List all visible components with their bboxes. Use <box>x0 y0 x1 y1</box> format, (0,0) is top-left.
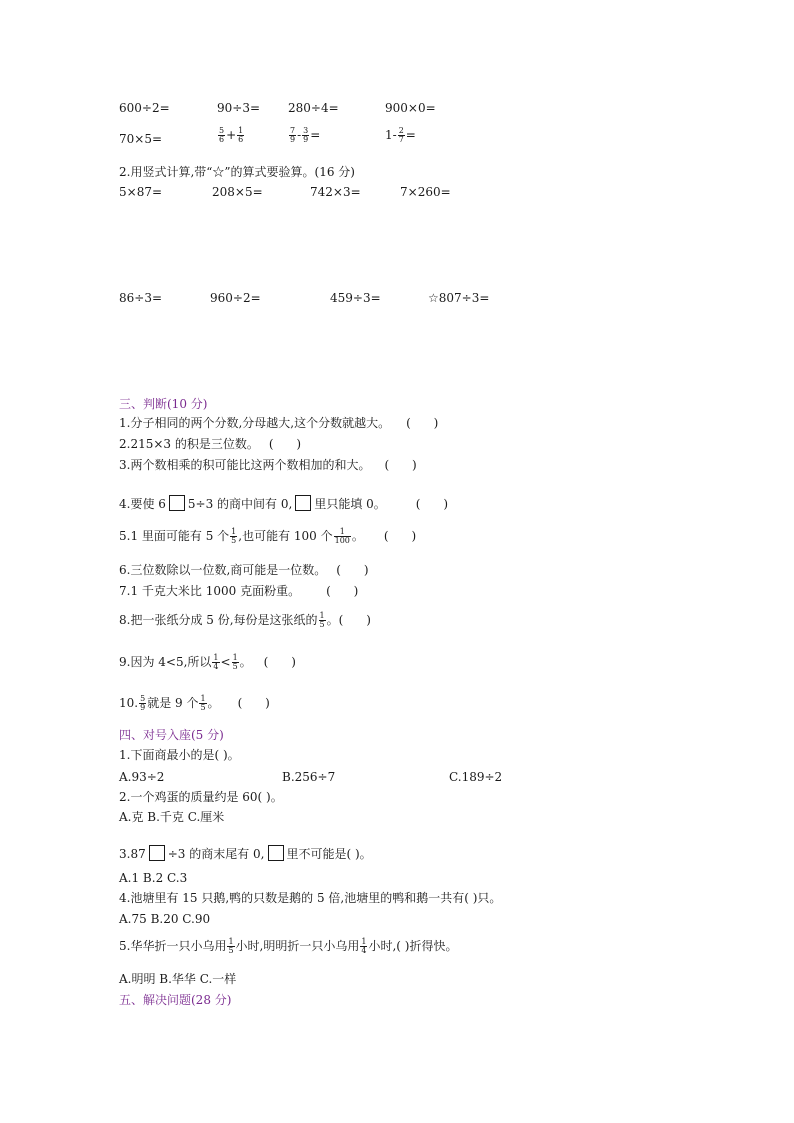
choice-q1-opt-b[interactable]: B.256÷7 <box>282 770 336 784</box>
choice-q3: 3.87 ÷3 的商末尾有 0, 里不可能是( )。 <box>119 847 372 861</box>
judge-q2: 2.215×3 的积是三位数。 ( ) <box>119 437 302 451</box>
fraction: $\frac{7}{9}$ <box>290 126 296 144</box>
written-r2-c4: ☆807÷3= <box>428 291 490 305</box>
section-choice-title: 四、对号入座(5 分) <box>119 728 224 742</box>
oral-r2-c1: 70×5= <box>119 132 163 146</box>
choice-q5: 5.华华折一只小乌用 $\frac{1}{5}$ 小时,明明折一只小乌用 $\frac{1}{4}$ 小时,( )折得快。 <box>119 937 458 955</box>
section-judge-title: 三、判断(10 分) <box>119 397 208 411</box>
blank-box[interactable] <box>149 845 165 861</box>
blank-box[interactable] <box>268 845 284 861</box>
judge-q8: 8.把一张纸分成 5 份,每份是这张纸的 $\frac{1}{5}$ 。( ) <box>119 611 371 629</box>
oral-r2-c3: $\frac{7}{9}$ - $\frac{3}{9}$ = <box>290 126 321 144</box>
judge-q10: 10. $\frac{5}{9}$ 就是 9 个 $\frac{1}{5}$ 。 ( ) <box>119 694 270 712</box>
fraction: $\frac{2}{7}$ <box>398 126 404 144</box>
written-r1-c4: 7×260= <box>400 185 451 199</box>
oral-r1-c3: 280÷4= <box>288 101 339 115</box>
oral-r1-c1: 600÷2= <box>119 101 170 115</box>
choice-q4-options[interactable]: A.75 B.20 C.90 <box>119 912 211 926</box>
written-r2-c1: 86÷3= <box>119 291 163 305</box>
answer-paren[interactable]: ( ) <box>263 655 296 669</box>
judge-q7: 7.1 千克大米比 1000 克面粉重。 ( ) <box>119 584 359 598</box>
answer-paren[interactable]: ( ) <box>268 437 302 451</box>
judge-q6: 6.三位数除以一位数,商可能是一位数。 ( ) <box>119 563 369 577</box>
choice-q3-options[interactable]: A.1 B.2 C.3 <box>119 871 188 885</box>
fraction: $\frac{1}{4}$ <box>361 937 367 955</box>
fraction: $\frac{5}{6}$ <box>219 126 225 144</box>
written-r1-c1: 5×87= <box>119 185 163 199</box>
choice-q2-options[interactable]: A.克 B.千克 C.厘米 <box>119 810 225 824</box>
judge-q4: 4.要使 6 5÷3 的商中间有 0, 里只能填 0。 ( ) <box>119 497 449 511</box>
blank-box[interactable] <box>169 495 185 511</box>
answer-paren[interactable]: ( ) <box>383 529 417 543</box>
fraction: $\frac{3}{9}$ <box>303 126 309 144</box>
answer-paren[interactable]: ( ) <box>336 563 369 577</box>
answer-paren[interactable]: ( ) <box>237 696 270 710</box>
answer-paren[interactable]: ( ) <box>338 613 371 627</box>
fraction: $\frac{5}{9}$ <box>140 694 146 712</box>
written-r1-c3: 742×3= <box>310 185 361 199</box>
choice-q1-opt-c[interactable]: C.189÷2 <box>449 770 503 784</box>
fraction: $\frac{1}{5}$ <box>232 653 238 671</box>
oral-r1-c4: 900×0= <box>385 101 436 115</box>
choice-q2: 2.一个鸡蛋的质量约是 60( )。 <box>119 790 283 804</box>
judge-q3: 3.两个数相乘的积可能比这两个数相加的和大。 ( ) <box>119 458 417 472</box>
section-solve-title: 五、解决问题(28 分) <box>119 993 232 1007</box>
judge-q5: 5.1 里面可能有 5 个 $\frac{1}{5}$ ,也可能有 100 个 $\frac{1}{100}$ 。 ( ) <box>119 527 417 545</box>
oral-r1-c2: 90÷3= <box>217 101 261 115</box>
judge-q1: 1.分子相同的两个分数,分母越大,这个分数就越大。 ( ) <box>119 416 439 430</box>
fraction: $\frac{1}{6}$ <box>238 126 244 144</box>
answer-paren[interactable]: ( ) <box>326 584 359 598</box>
fraction: $\frac{1}{100}$ <box>334 527 350 545</box>
judge-q9: 9.因为 4<5,所以 $\frac{1}{4}$ < $\frac{1}{5}$ 。 ( ) <box>119 653 296 671</box>
choice-q1-opt-a[interactable]: A.93÷2 <box>119 770 165 784</box>
fraction: $\frac{1}{5}$ <box>231 527 237 545</box>
fraction: $\frac{1}{5}$ <box>228 937 234 955</box>
choice-q1: 1.下面商最小的是( )。 <box>119 748 240 762</box>
oral-r2-c4: 1- $\frac{2}{7}$ = <box>385 126 416 144</box>
written-r2-c2: 960÷2= <box>210 291 261 305</box>
fraction: $\frac{1}{5}$ <box>200 694 206 712</box>
written-r1-c2: 208×5= <box>212 185 263 199</box>
answer-paren[interactable]: ( ) <box>415 497 449 511</box>
choice-q5-options[interactable]: A.明明 B.华华 C.一样 <box>119 972 237 986</box>
choice-q4: 4.池塘里有 15 只鹅,鸭的只数是鹅的 5 倍,池塘里的鸭和鹅一共有( )只。 <box>119 891 502 905</box>
fraction: $\frac{1}{5}$ <box>319 611 325 629</box>
blank-box[interactable] <box>295 495 311 511</box>
fraction: $\frac{1}{4}$ <box>213 653 219 671</box>
oral-r2-c2: $\frac{5}{6}$ + $\frac{1}{6}$ <box>219 126 244 144</box>
answer-paren[interactable]: ( ) <box>406 416 439 430</box>
answer-paren[interactable]: ( ) <box>384 458 417 472</box>
written-r2-c3: 459÷3= <box>330 291 381 305</box>
written-title: 2.用竖式计算,带“☆”的算式要验算。(16 分) <box>119 165 355 179</box>
